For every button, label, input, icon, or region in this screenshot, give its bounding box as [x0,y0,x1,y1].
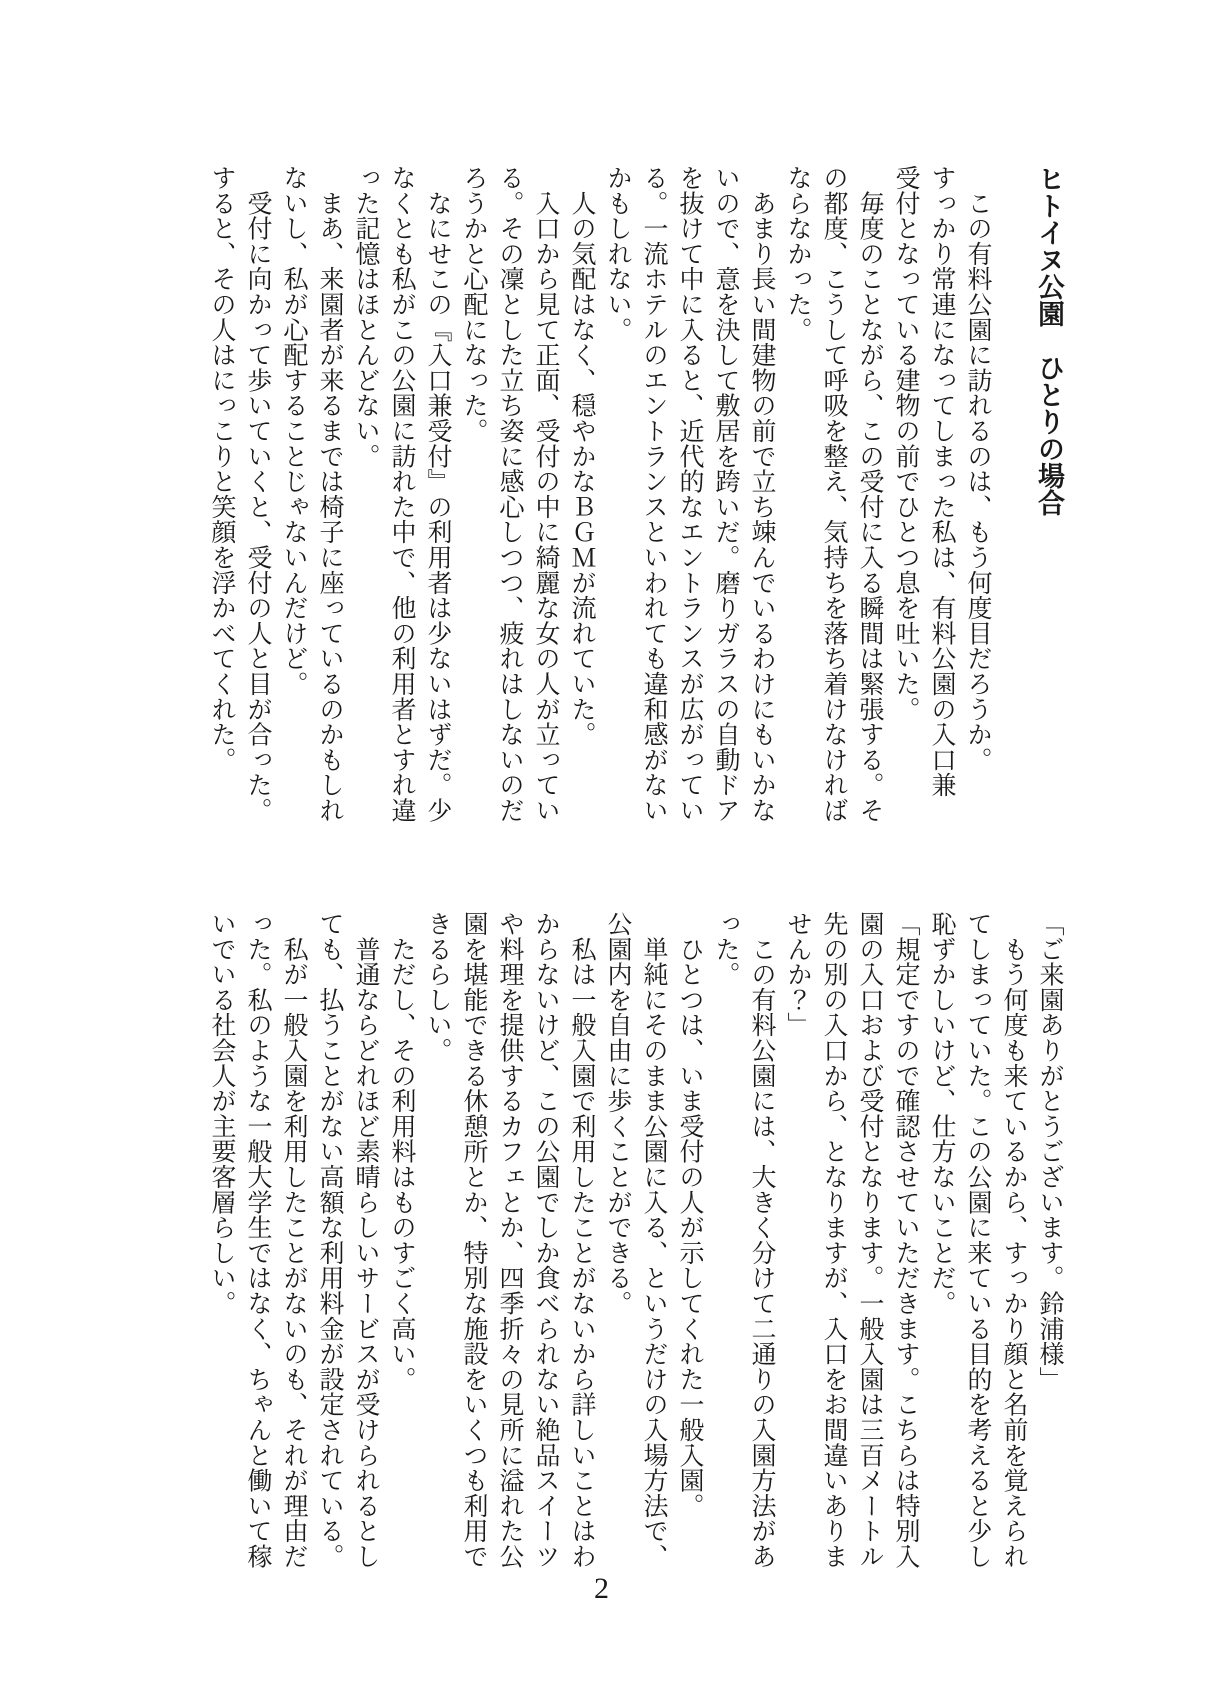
text-line: なくとも私がこの公園に訪れた中で、他の利用者とすれ違 [388,165,415,823]
text-line: った記憶はほとんどない。 [352,165,379,469]
text-line: ないし、私が心配することじゃないんだけど。 [280,165,307,697]
body-text-top [203,165,995,827]
text-line: 「規定ですので確認させていただきます。こちらは特別入 [892,911,919,1569]
text-line: 公園内を自由に歩くことができる。 [604,911,631,1316]
text-line: せんか？」 [784,911,811,1038]
text-line: を抜けて中に入ると、近代的なエントランスが広がってい [676,165,703,823]
text-line: る。一流ホテルのエントランスといわれても違和感がない [640,165,667,823]
text-line: る。その凜とした立ち姿に感心しつつ、疲れはしないのだ [496,165,523,823]
text-line: 毎度のことながら、この受付に入る瞬間は緊張する。そ [856,165,883,823]
text-line: 恥ずかしいけど、仕方ないことだ。 [928,911,955,1316]
text-line: もう何度も来ているから、すっかり顔と名前を覚えられ [1000,911,1027,1569]
text-line: からないけど、この公園でしか食べられない絶品スイーツ [532,911,559,1569]
text-line: ならなかった。 [784,165,811,343]
text-block-top [203,165,1067,827]
text-line: ひとつは、いま受付の人が示してくれた一般入園。 [676,911,703,1519]
text-line: てしまっていた。この公園に来ている目的を考えると少し [964,911,991,1569]
text-line: 受付となっている建物の前でひとつ息を吐いた。 [892,165,919,722]
text-line: あまり長い間建物の前で立ち竦んでいるわけにもいかな [748,165,775,823]
page-number: 2 [594,1572,609,1605]
text-line: 受付に向かって歩いていくと、受付の人と目が合った。 [244,165,271,823]
text-line: いでいる社会人が主要客層らしい。 [208,911,235,1316]
text-line: の都度、こうして呼吸を整え、気持ちを落ち着けなければ [820,165,847,823]
text-block-bottom [203,911,1067,1573]
text-line: った。 [712,911,739,987]
text-line: ただし、その利用料はものすごく高い。 [388,911,415,1392]
text-line: った。私のような一般大学生ではなく、ちゃんと働いて稼 [244,911,271,1569]
text-line: 普通ならどれほど素晴らしいサービスが受けられるとし [352,911,379,1569]
text-line: まあ、来園者が来るまでは椅子に座っているのかもしれ [316,165,343,823]
text-line: 人の気配はなく、穏やかなＢＧＭが流れていた。 [568,165,595,747]
text-line: 私が一般入園を利用したことがないのも、それが理由だ [280,911,307,1569]
text-line: 「ご来園ありがとうございます。鈴浦様」 [1036,911,1063,1392]
text-line: 園を堪能できる休憩所とか、特別な施設をいくつも利用で [460,911,487,1569]
text-line: や料理を提供するカフェとか、四季折々の見所に溢れた公 [496,911,523,1569]
text-line: すると、その人はにっこりと笑顔を浮かべてくれた。 [208,165,235,773]
text-line: すっかり常連になってしまった私は、有料公園の入口兼 [928,165,955,798]
text-line: この有料公園に訪れるのは、もう何度目だろうか。 [964,165,991,773]
text-line: 先の別の入口から、となりますが、入口をお間違いありま [820,911,847,1569]
text-line: ろうかと心配になった。 [460,165,487,444]
text-line: 私は一般入園で利用したことがないから詳しいことはわ [568,911,595,1569]
text-line: 園の入口および受付となります。一般入園は三百メートル [856,911,883,1569]
text-line: いので、意を決して敷居を跨いだ。磨りガラスの自動ドア [712,165,739,823]
text-line: きるらしい。 [424,911,451,1063]
text-line: ても、払うことがない高額な利用料金が設定されている。 [316,911,343,1569]
text-line: かもしれない。 [604,165,631,343]
body-text-bottom [203,911,1067,1573]
text-line: なにせこの『入口兼受付』の利用者は少ないはずだ。少 [424,165,451,823]
text-line: 単純にそのまま公園に入る、というだけの入場方法で、 [640,911,667,1569]
text-line: この有料公園には、大きく分けて二通りの入園方法があ [748,911,775,1569]
text-line: 入口から見て正面、受付の中に綺麗な女の人が立ってい [532,165,559,823]
chapter-title: ヒトイヌ公園 ひとりの場合 [1034,165,1064,516]
